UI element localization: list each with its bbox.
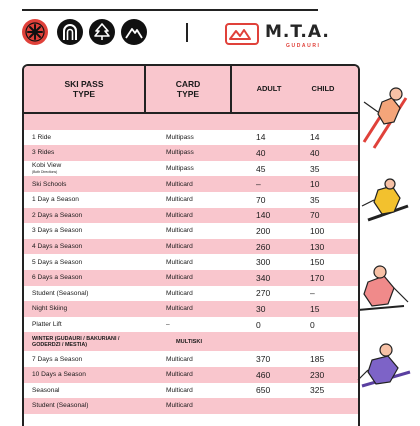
ski-pass-type-cell <box>32 145 152 161</box>
trees-icon[interactable] <box>89 19 115 45</box>
child-price-cell: 15 <box>310 303 320 314</box>
table-row <box>24 254 358 270</box>
child-price-cell: 10 <box>310 179 320 190</box>
ski-pass-type-label: 1 Ride <box>32 133 52 141</box>
child-price-cell: 170 <box>310 272 325 283</box>
table-row <box>24 367 358 383</box>
adult-price-cell <box>256 332 286 348</box>
child-price-cell: 35 <box>310 163 320 174</box>
adult-price-cell: 200 <box>256 225 271 236</box>
ski-pass-type-cell <box>32 332 144 351</box>
ski-pass-type-cell <box>32 398 152 414</box>
card-type-cell: Multicard <box>166 289 193 297</box>
mta-logo[interactable] <box>225 22 330 49</box>
logo-name: M.T.A. <box>265 22 330 42</box>
table-header <box>24 66 358 114</box>
ski-pass-type-cell <box>32 208 152 224</box>
adult-price-cell: 340 <box>256 272 271 283</box>
table-row <box>24 383 358 399</box>
table-row <box>24 208 358 224</box>
card-type-cell: Multicard <box>166 227 193 235</box>
table-row <box>24 192 358 208</box>
table-row <box>24 398 358 414</box>
adult-price-cell <box>256 398 286 414</box>
logo-subtitle: GUDAURI <box>286 43 321 49</box>
ski-pass-type-label: Night Skiing <box>32 305 68 313</box>
ski-pass-type-label: 7 Days a Season <box>32 355 83 363</box>
adult-price-cell: 70 <box>256 194 266 205</box>
adult-price-cell: 370 <box>256 354 271 365</box>
table-row <box>24 145 358 161</box>
ski-pass-type-label: 4 Days a Season <box>32 243 83 251</box>
ski-pass-type-label: Student (Seasonal) <box>32 402 89 410</box>
table-row <box>24 332 358 351</box>
asterisk-icon[interactable] <box>22 19 48 45</box>
ski-pass-type-cell <box>32 351 152 367</box>
card-type-cell: MULTISKI <box>176 338 202 345</box>
ski-pass-type-label: WINTER (GUDAURI / BAKURIANI / GODERDZI / MESTIA) <box>32 335 120 348</box>
child-price-cell: 100 <box>310 225 325 236</box>
table-row <box>24 317 358 333</box>
ski-pass-type-cell <box>32 176 152 192</box>
child-price-cell: – <box>310 288 315 299</box>
table-row <box>24 176 358 192</box>
child-price-cell <box>310 332 340 348</box>
card-type-cell: Multicard <box>166 402 193 410</box>
ski-pass-type-cell <box>32 317 152 333</box>
adult-price-cell: – <box>256 179 261 190</box>
ski-pass-type-cell <box>32 286 152 302</box>
table-row <box>24 351 358 367</box>
card-type-cell: Multicard <box>166 371 193 379</box>
ski-pass-type-cell <box>32 301 152 317</box>
child-price-cell: 14 <box>310 132 320 143</box>
ski-pass-type-label: 5 Days a Season <box>32 258 83 266</box>
ski-pass-type-cell <box>32 223 152 239</box>
header-child: CHILD <box>311 84 335 93</box>
logo-badge <box>225 23 259 45</box>
ski-pass-type-label: 1 Day a Season <box>32 196 79 204</box>
adult-price-cell: 45 <box>256 163 266 174</box>
adult-price-cell: 270 <box>256 288 271 299</box>
adult-price-cell: 300 <box>256 257 271 268</box>
snowboarder-illustration <box>360 176 416 232</box>
header-separator <box>186 23 188 42</box>
ski-pass-type-cell <box>32 383 152 399</box>
adult-price-cell: 30 <box>256 303 266 314</box>
ski-pass-type-cell <box>32 130 152 146</box>
card-type-cell: Multicard <box>166 196 193 204</box>
header-card-type: CARD TYPE <box>175 79 201 99</box>
skier-illustration <box>356 340 416 400</box>
ski-pass-type-label: Ski Schools <box>32 180 67 188</box>
ski-pass-type-label: 3 Rides <box>32 149 55 157</box>
ski-pass-type-cell <box>32 254 152 270</box>
adult-price-cell: 14 <box>256 132 266 143</box>
card-type-cell: Multicard <box>166 274 193 282</box>
adult-price-cell: 40 <box>256 147 266 158</box>
child-price-cell: 130 <box>310 241 325 252</box>
table-row <box>24 301 358 317</box>
ski-pass-type-cell <box>32 192 152 208</box>
ski-pass-type-label: 3 Days a Season <box>32 227 83 235</box>
ski-pass-type-label: Student (Seasonal) <box>32 289 89 297</box>
ski-pass-type-cell <box>32 161 152 177</box>
card-type-cell: Multicard <box>166 180 193 188</box>
card-type-cell: Multicard <box>166 305 193 313</box>
child-price-cell: 0 <box>310 319 315 330</box>
skier-illustration <box>358 82 414 154</box>
header-adult: ADULT <box>256 84 282 93</box>
table-row <box>24 114 358 130</box>
mountain-icon[interactable] <box>121 19 147 45</box>
ski-pass-type-label: 2 Days a Season <box>32 211 83 219</box>
card-type-cell: Multipass <box>166 133 194 141</box>
ski-pass-type-label: 10 Days a Season <box>32 371 86 379</box>
ski-pass-type-cell <box>32 239 152 255</box>
adult-price-cell: 650 <box>256 385 271 396</box>
card-type-cell: Multicard <box>166 211 193 219</box>
ski-pass-price-table <box>22 64 360 426</box>
top-divider <box>22 9 318 11</box>
adult-price-cell: 260 <box>256 241 271 252</box>
child-price-cell: 325 <box>310 385 325 396</box>
column-divider <box>230 66 232 112</box>
ski-pass-type-label: 6 Days a Season <box>32 274 83 282</box>
table-row <box>24 286 358 302</box>
child-price-cell: 185 <box>310 354 325 365</box>
card-type-cell: Multicard <box>166 386 193 394</box>
table-row <box>24 270 358 286</box>
adult-price-cell: 0 <box>256 319 261 330</box>
card-type-cell: Multicard <box>166 243 193 251</box>
table-row <box>24 130 358 146</box>
child-price-cell <box>310 114 340 130</box>
ski-pass-type-label: Kobi View <box>32 161 62 169</box>
card-type-cell: Multipass <box>166 165 194 173</box>
table-row <box>24 161 358 177</box>
child-price-cell: 35 <box>310 194 320 205</box>
skier-illustration <box>354 262 414 322</box>
child-price-cell: 230 <box>310 369 325 380</box>
child-price-cell: 70 <box>310 210 320 221</box>
table-row <box>24 223 358 239</box>
card-type-cell: Multicard <box>166 258 193 266</box>
adult-price-cell: 460 <box>256 369 271 380</box>
ski-pass-note: (Both Directions) <box>32 169 58 174</box>
arch-icon[interactable] <box>57 19 83 45</box>
ski-pass-type-label: Platter Lift <box>32 321 62 329</box>
child-price-cell <box>310 398 340 414</box>
adult-price-cell <box>256 114 286 130</box>
ski-pass-type-cell <box>32 114 152 130</box>
ski-pass-type-cell <box>32 270 152 286</box>
ski-pass-type-cell <box>32 367 152 383</box>
ski-pass-type-label: Seasonal <box>32 386 60 394</box>
child-price-cell: 40 <box>310 147 320 158</box>
child-price-cell: 150 <box>310 257 325 268</box>
card-type-cell: – <box>166 321 170 329</box>
card-type-cell: Multipass <box>166 149 194 157</box>
card-type-cell: Multicard <box>166 355 193 363</box>
table-row <box>24 239 358 255</box>
header-ski-pass-type: SKI PASS TYPE <box>64 79 104 99</box>
adult-price-cell: 140 <box>256 210 271 221</box>
